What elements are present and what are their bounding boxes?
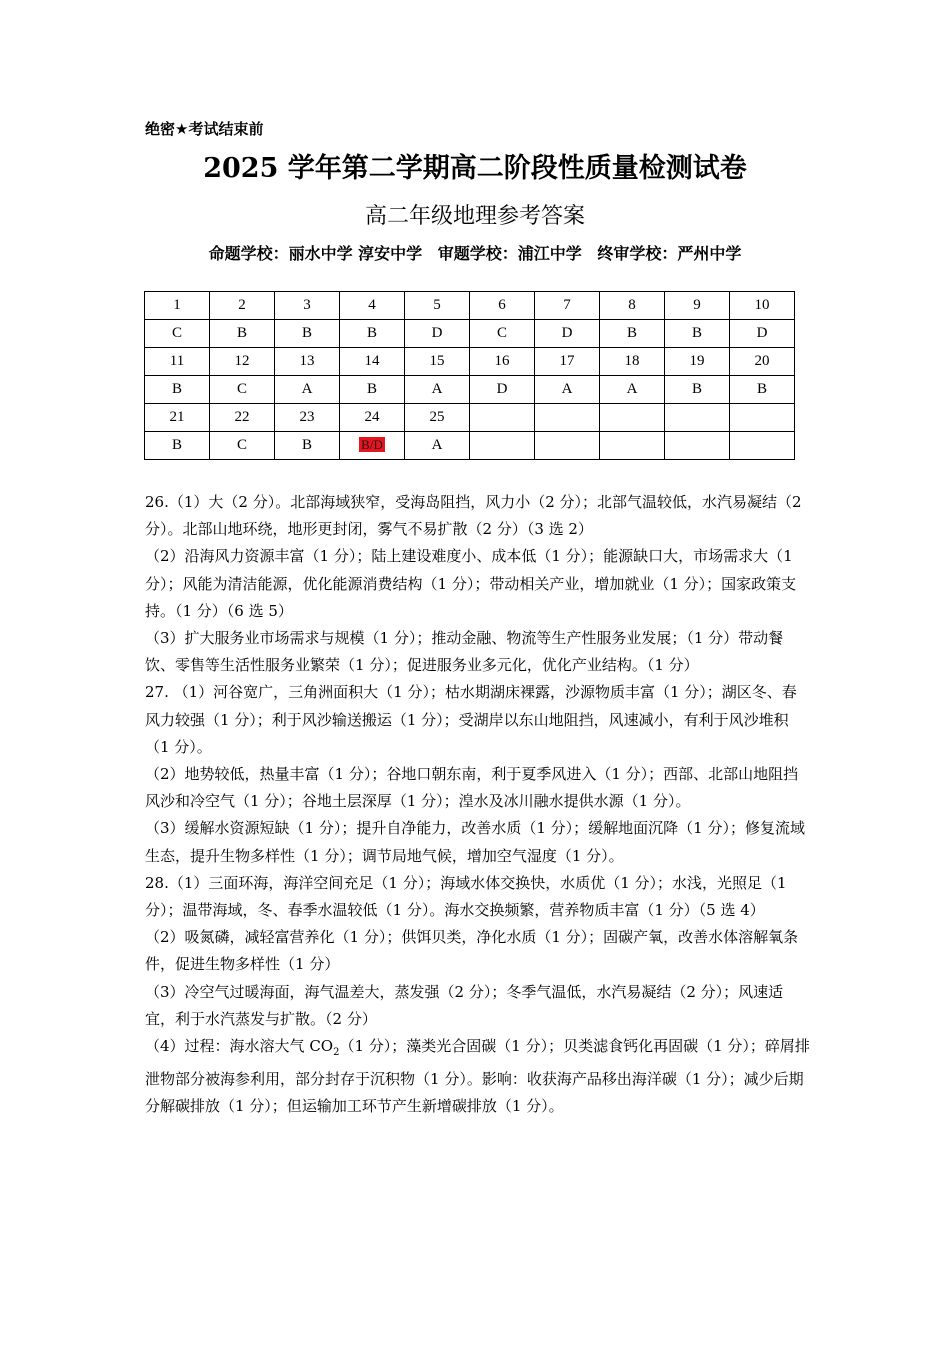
table-cell: 20 xyxy=(730,348,795,376)
answer-28-4 xyxy=(145,1033,810,1121)
confidential-label: 绝密★考试结束前 xyxy=(145,120,264,138)
page-subtitle: 高二年级地理参考答案 xyxy=(364,204,585,229)
table-cell: 23 xyxy=(275,404,340,432)
table-cell: 25 xyxy=(405,404,470,432)
table-cell xyxy=(665,432,730,460)
table-cell: 18 xyxy=(600,348,665,376)
table-cell: 17 xyxy=(535,348,600,376)
table-cell: 19 xyxy=(665,348,730,376)
table-cell: B xyxy=(275,320,340,348)
answer-26-2: （2）沿海风力资源丰富（1 分）；陆上建设难度小、成本低（1 分）；能源缺口大，市场需求大（1 分）；风能为清洁能源，优化能源消费结构（1 分）；带动相关产业，增加就业（1 分）；国家政策支持。（1 分）（6 选 5） xyxy=(145,547,797,620)
answer-28-2: （2）吸氮磷，减轻富营养化（1 分）；供饵贝类，净化水质（1 分）；固碳产氧，改善水体溶解氧条件，促进生物多样性（1 分） xyxy=(145,928,799,974)
table-cell xyxy=(665,404,730,432)
answer-28-4-post: （1 分）；藻类光合固碳（1 分）；贝类滤食钙化再固碳（1 分）；碎屑排泄物部分被海参利用，部分封存于沉积物（1 分）。影响：收获海产品移出海洋碳（1 分）；减少后期分解碳排放（1 分）；但运输加工环节产生新增碳排放（1 分）。 xyxy=(145,1037,810,1116)
final-reviewer-school: 终审学校：严州中学 xyxy=(597,244,742,263)
table-cell: A xyxy=(600,376,665,404)
table-row xyxy=(145,292,795,320)
table-cell: D xyxy=(405,320,470,348)
table-cell xyxy=(470,404,535,432)
answer-28-4-sub: 2 xyxy=(333,1047,340,1059)
answer-table xyxy=(144,291,795,460)
table-cell: 2 xyxy=(210,292,275,320)
table-cell: B xyxy=(210,320,275,348)
table-cell: B xyxy=(275,432,340,460)
table-cell: 13 xyxy=(275,348,340,376)
table-cell: 5 xyxy=(405,292,470,320)
table-cell: B xyxy=(145,376,210,404)
table-cell: C xyxy=(145,320,210,348)
table-cell: C xyxy=(210,432,275,460)
answer-text xyxy=(145,489,810,1121)
page-title: 2025 学年第二学期高二阶段性质量检测试卷 xyxy=(203,153,747,184)
table-cell: 15 xyxy=(405,348,470,376)
table-cell: B xyxy=(665,320,730,348)
table-cell: D xyxy=(730,320,795,348)
table-cell: A xyxy=(405,432,470,460)
table-cell: B xyxy=(340,320,405,348)
answer-28-1: 28.（1）三面环海，海洋空间充足（1 分）；海域水体交换快，水质优（1 分）；水浅，光照足（1 分）；温带海域，冬、春季水温较低（1 分）。海水交换频繁，营养物质丰富（1 分）（5 选 4） xyxy=(145,873,787,920)
table-cell: 10 xyxy=(730,292,795,320)
table-cell: 3 xyxy=(275,292,340,320)
answer-26-3: （3）扩大服务业市场需求与规模（1 分）；推动金融、物流等生产性服务业发展；（1 分）带动餐饮、零售等生活性服务业繁荣（1 分）；促进服务业多元化，优化产业结构。（1 分） xyxy=(145,629,784,675)
table-cell: D xyxy=(535,320,600,348)
table-row xyxy=(145,320,795,348)
answer-26-1: 26.（1）大（2 分）。北部海域狭窄，受海岛阻挡，风力小（2 分）；北部气温较低，水汽易凝结（2 分）。北部山地环绕，地形更封闭，雾气不易扩散（2 分）（3 选 2） xyxy=(145,493,802,539)
table-cell: 1 xyxy=(145,292,210,320)
table-cell xyxy=(535,432,600,460)
table-cell: 12 xyxy=(210,348,275,376)
table-row xyxy=(145,432,795,460)
table-cell xyxy=(600,432,665,460)
table-row xyxy=(145,348,795,376)
school-credits xyxy=(0,241,950,264)
answer-28-4-pre: （4）过程：海水溶大气 CO xyxy=(145,1037,334,1056)
table-cell xyxy=(730,432,795,460)
table-cell: A xyxy=(275,376,340,404)
table-cell: 4 xyxy=(340,292,405,320)
reviewer-school: 审题学校：浦江中学 xyxy=(437,244,582,263)
table-cell: A xyxy=(405,376,470,404)
table-cell: 24 xyxy=(340,404,405,432)
table-cell: 7 xyxy=(535,292,600,320)
table-cell xyxy=(535,404,600,432)
table-row xyxy=(145,404,795,432)
table-cell xyxy=(470,432,535,460)
table-cell: 11 xyxy=(145,348,210,376)
table-cell: B xyxy=(730,376,795,404)
table-cell: 21 xyxy=(145,404,210,432)
table-cell: C xyxy=(210,376,275,404)
table-cell xyxy=(730,404,795,432)
table-cell: B xyxy=(145,432,210,460)
table-cell: D xyxy=(470,376,535,404)
answer-27-2: （2）地势较低，热量丰富（1 分）；谷地口朝东南，利于夏季风进入（1 分）；西部、北部山地阻挡风沙和冷空气（1 分）；谷地土层深厚（1 分）；湟水及冰川融水提供水源（1 分）。 xyxy=(145,765,799,811)
table-row xyxy=(145,376,795,404)
table-cell: 22 xyxy=(210,404,275,432)
answer-27-1: 27. （1）河谷宽广，三角洲面积大（1 分）；枯水期湖床裸露，沙源物质丰富（1 分）；湖区冬、春风力较强（1 分）；利于风沙输送搬运（1 分）；受湖岸以东山地阻挡，风速减小，有利于风沙堆积（1 分）。 xyxy=(145,683,797,756)
highlighted-answer: B/D xyxy=(361,437,383,452)
table-cell: A xyxy=(535,376,600,404)
table-cell: 9 xyxy=(665,292,730,320)
table-cell: B xyxy=(600,320,665,348)
table-cell: C xyxy=(470,320,535,348)
table-cell: 16 xyxy=(470,348,535,376)
table-cell xyxy=(340,432,405,460)
answer-27-3: （3）缓解水资源短缺（1 分）；提升自净能力，改善水质（1 分）；缓解地面沉降（1 分）；修复流域生态，提升生物多样性（1 分）；调节局地气候，增加空气湿度（1 分）。 xyxy=(145,819,805,865)
table-cell: 14 xyxy=(340,348,405,376)
table-cell: B xyxy=(340,376,405,404)
answer-28-3: （3）冷空气过暖海面，海气温差大，蒸发强（2 分）；冬季气温低，水汽易凝结（2 分）；风速适宜，利于水汽蒸发与扩散。（2 分） xyxy=(145,982,784,1028)
table-cell: 6 xyxy=(470,292,535,320)
table-cell xyxy=(600,404,665,432)
table-cell: B xyxy=(665,376,730,404)
proposer-school: 命题学校：丽水中学 淳安中学 xyxy=(208,244,423,263)
table-cell: 8 xyxy=(600,292,665,320)
